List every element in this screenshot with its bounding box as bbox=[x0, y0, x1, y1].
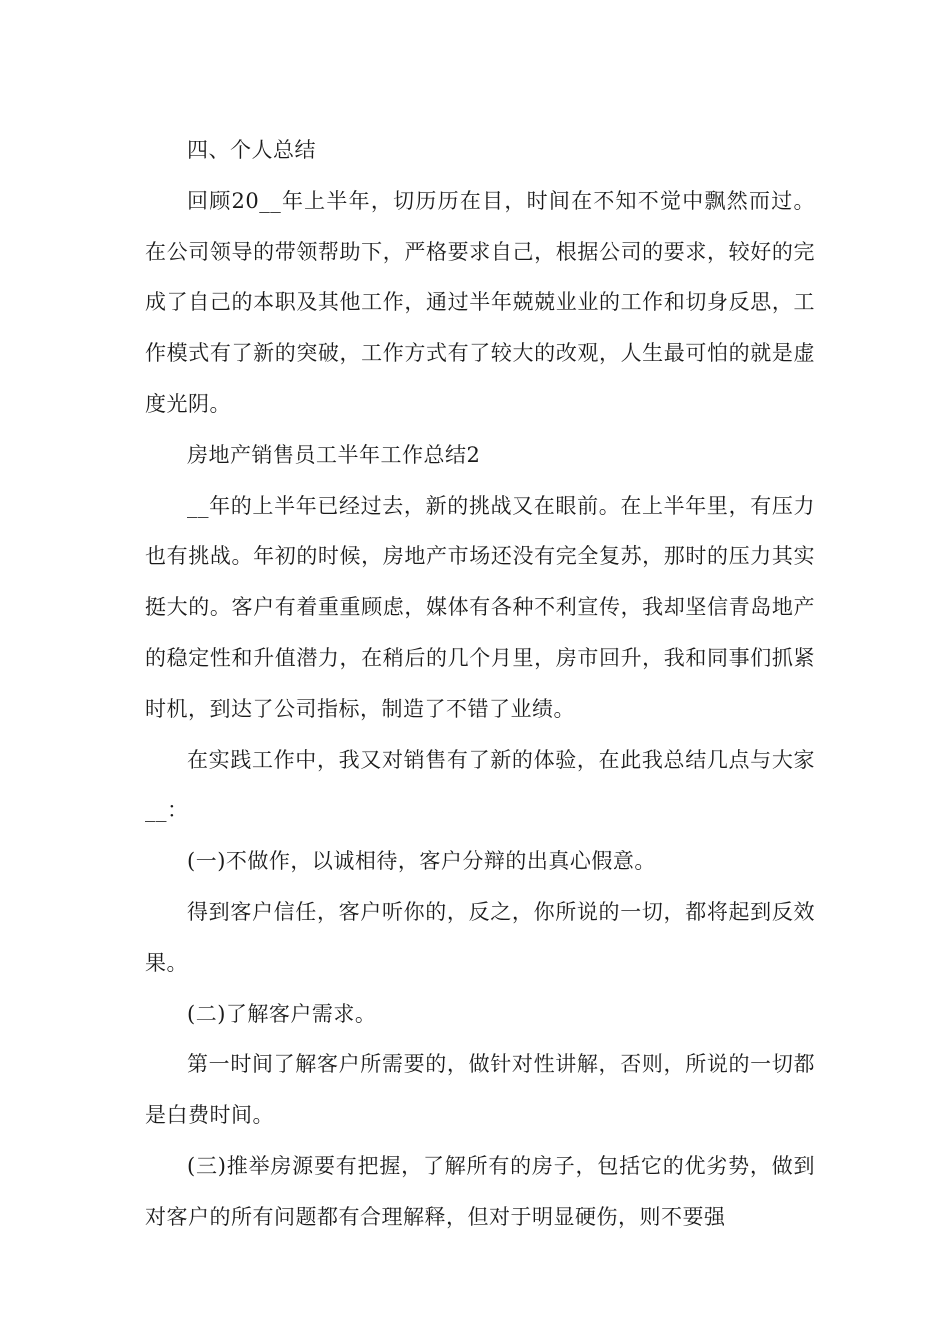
point-3-heading: (三)推举房源要有把握，了解所有的房子，包括它的优劣势，做到对客户的所有问题都有合理解释，但对于明显硬伤，则不要强 bbox=[145, 1153, 815, 1229]
paragraph-review: 回顾20__年上半年，切历历在目，时间在不知不觉中飘然而过。在公司领导的带领帮助下，严格要求自己，根据公司的要求，较好的完成了自己的本职及其他工作，通过半年兢兢业业的工作和切身反思，工作模式有了新的突破，工作方式有了较大的改观，人生最可怕的就是虚度光阴。 bbox=[145, 188, 815, 416]
document-title-2: 房地产销售员工半年工作总结2 bbox=[187, 442, 481, 467]
document-page bbox=[145, 125, 815, 1243]
point-1-heading: (一)不做作，以诚相待，客户分辩的出真心假意。 bbox=[187, 849, 656, 874]
point-1-body: 得到客户信任，客户听你的，反之，你所说的一切，都将起到反效果。 bbox=[145, 899, 815, 975]
point-2-heading: (二)了解客户需求。 bbox=[187, 1001, 377, 1026]
paragraph-practice: 在实践工作中，我又对销售有了新的体验，在此我总结几点与大家__： bbox=[145, 747, 815, 823]
point-2-body: 第一时间了解客户所需要的，做针对性讲解，否则，所说的一切都是白费时间。 bbox=[145, 1052, 815, 1128]
section-heading-personal-summary: 四、个人总结 bbox=[187, 138, 316, 162]
paragraph-first-half: __年的上半年已经过去，新的挑战又在眼前。在上半年里，有压力也有挑战。年初的时候，房地产市场还没有完全复苏，那时的压力其实挺大的。客户有着重重顾虑，媒体有各种不利宣传，我却坚信青岛地产的稳定性和升值潜力，在稍后的几个月里，房市回升，我和同事们抓紧时机，到达了公司指标，制造了不错了业绩。 bbox=[145, 493, 815, 721]
